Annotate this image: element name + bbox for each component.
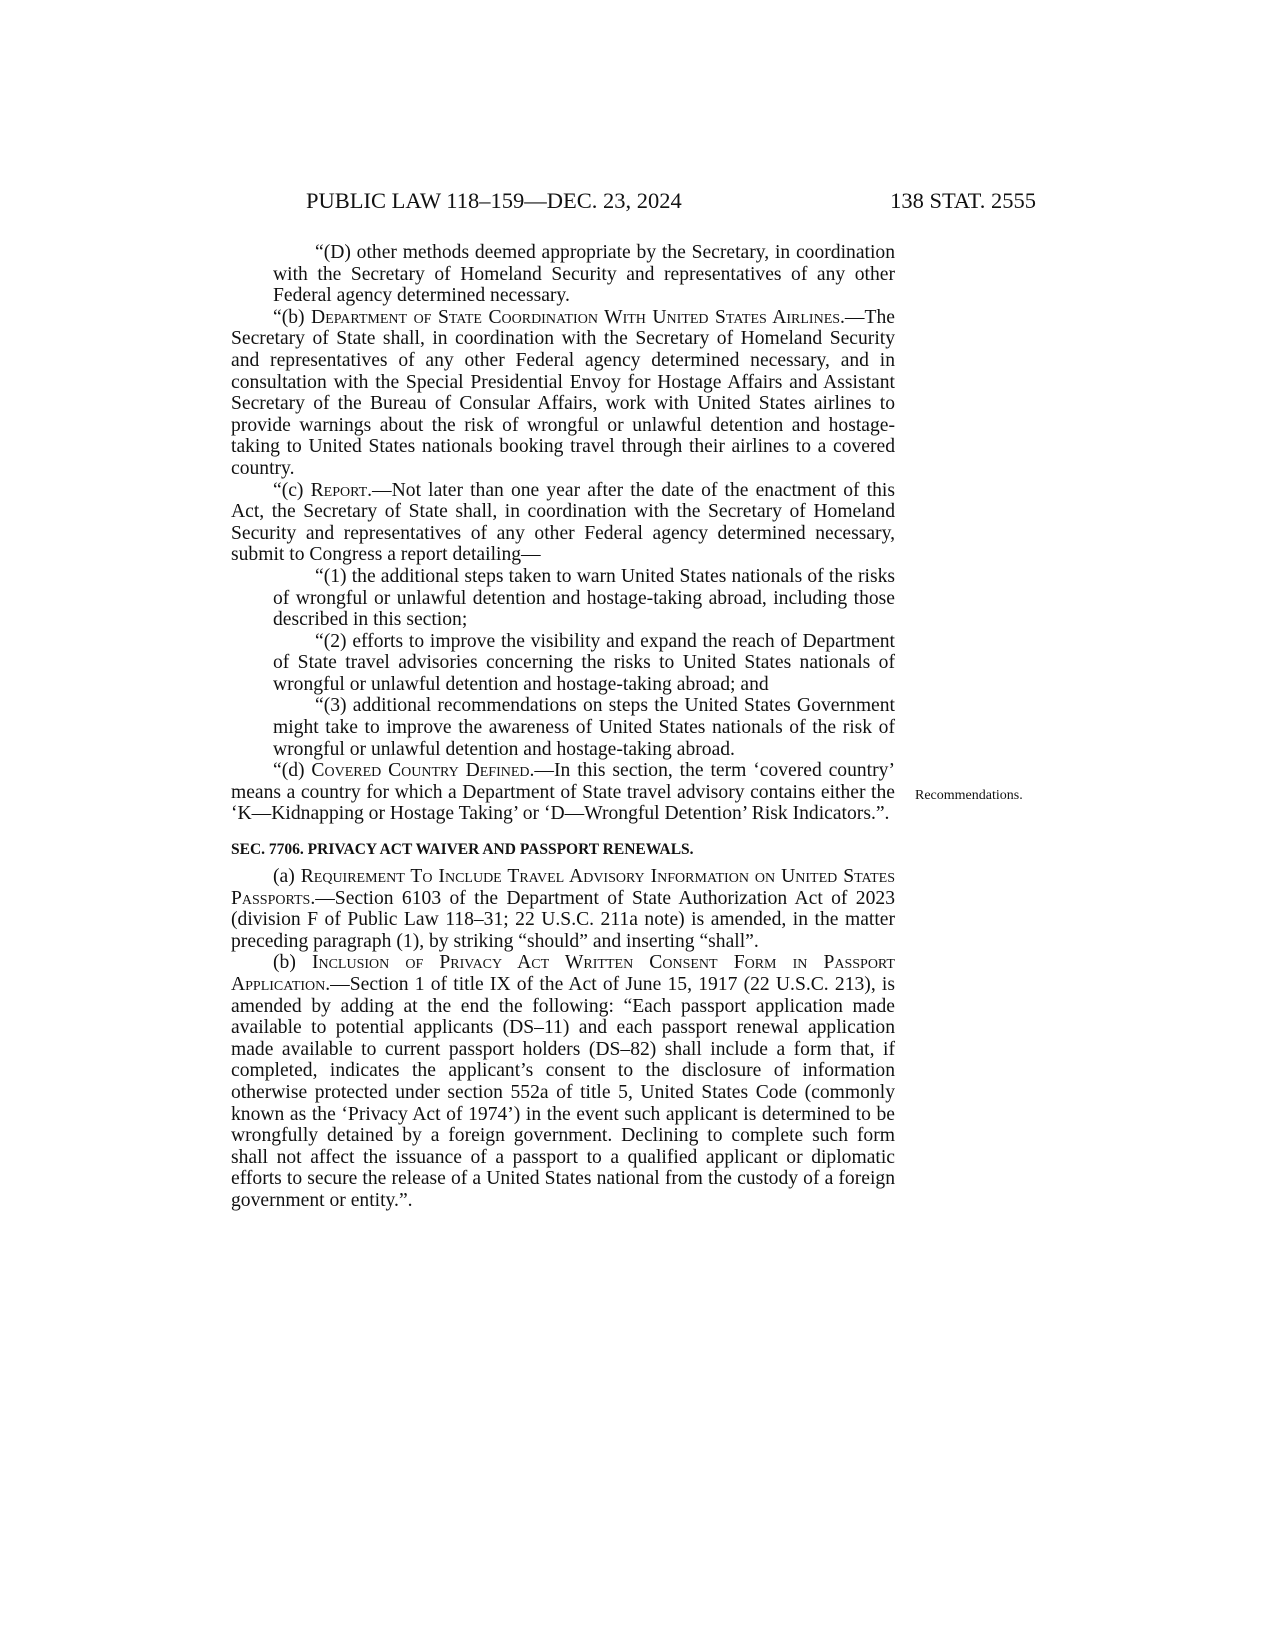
subsection-c: “(c) Report.—Not later than one year after the date of the enactment of this Act, the Secretary of State shall, in coordination with the Secretary of Homeland Security and representatives of any other Federal agency determined necessary, submit to Congress a report detailing— (231, 479, 895, 566)
section-title: SEC. 7706. PRIVACY ACT WAIVER AND PASSPORT RENEWALS. (231, 841, 694, 859)
subsection-d-heading: Covered Country Defined (311, 760, 530, 782)
paragraph-D: “(D) other methods deemed appropriate by the Secretary, in coordination with the Secretary of Homeland Security and representatives of any other Federal agency determined necessary. (273, 242, 895, 307)
subsection-c-heading: Report (310, 479, 368, 501)
subsection-b: “(b) Department of State Coordination With United States Airlines.—The Secretary of State shall, in coordination with the Secretary of Homeland Security and representatives of any other Federal agency determined necessary, and in consultation with the Special Presidential Envoy for Hostage Affairs and Assistant Secretary of the Bureau of Consular Affairs, work with United States airlines to provide warnings about the risk of wrongful or unlawful detention and hostage-taking to United States nationals booking travel through their airlines to a covered country. (231, 306, 895, 479)
section-subsection-a-text: .—Section 6103 of the Department of State Authorization Act of 2023 (division F of Public Law 118–31; 22 U.S.C. 211a note) is amended, in the matter preceding paragraph (1), by striking “should” and inserting “shall”. (231, 887, 895, 952)
subsection-d: “(d) Covered Country Defined.—In this section, the term ‘covered country’ means a country for which a Department of State travel advisory contains either the ‘K—Kidnapping or Hostage Taking’ or ‘D—Wrongful Detention’ Risk Indicators.”. (231, 760, 895, 825)
statute-page-number: 138 STAT. 2555 (890, 188, 1036, 213)
paragraph-c1: “(1) the additional steps taken to warn United States nationals of the risks of wrongful or unlawful detention and hostage-taking abroad, including those described in this section; (273, 565, 895, 631)
section-subsection-b-heading: Inclusion of Privacy Act Written Consent Form in Passport Application (231, 952, 895, 995)
margin-note-recommendations (915, 786, 1035, 805)
subsection-b-text: .—The Secretary of State shall, in coordination with the Secretary of Homeland Security and representatives of any other Federal agency determined necessary, and in consultation with the Special Presidential Envoy for Hostage Affairs and Assistant Secretary of the Bureau of Consular Affairs, work with United States airlines to provide warnings about the risk of wrongful or unlawful detention and hostage-taking to United States nationals booking travel through their airlines to a covered country. (231, 306, 895, 479)
subsection-d-text: .—In this section, the term ‘covered country’ means a country for which a Department of State travel advisory contains either the ‘K—Kidnapping or Hostage Taking’ or ‘D—Wrongful Detention’ Risk Indicators.”. (231, 760, 895, 825)
page-header (306, 186, 1036, 216)
section-subsection-a-heading: Requirement To Include Travel Advisory Information on United States Passports (231, 866, 895, 909)
section-subsection-b: (b) Inclusion of Privacy Act Written Consent Form in Passport Application.—Section 1 of title IX of the Act of June 15, 1917 (22 U.S.C. 213), is amended by adding at the end the following: “Each passport application made available to potential applicants (DS–11) and each passport renewal application made available to current passport holders (DS–82) shall include a form that, if completed, indicates the applicant’s consent to the disclosure of information otherwise protected under section 552a of title 5, United States Code (commonly known as the ‘Privacy Act of 1974’) in the event such applicant is determined to be wrongfully detained by a foreign government. Declining to complete such form shall not affect the issuance of a passport to a qualified applicant or diplomatic efforts to secure the release of a United States national from the custody of a foreign government or entity.”. (231, 952, 895, 1211)
subsection-c-text: .—Not later than one year after the date of the enactment of this Act, the Secretary of State shall, in coordination with the Secretary of Homeland Security and representatives of any other Federal agency determined necessary, submit to Congress a report detailing— (231, 479, 895, 566)
paragraph-c2: “(2) efforts to improve the visibility and expand the reach of Department of State travel advisories concerning the risks to United States nationals of wrongful or unlawful detention and hostage-taking abroad; and (273, 630, 895, 695)
section-subsection-a: (a) Requirement To Include Travel Advisory Information on United States Passports.—Section 6103 of the Department of State Authorization Act of 2023 (division F of Public Law 118–31; 22 U.S.C. 211a note) is amended, in the matter preceding paragraph (1), by striking “should” and inserting “shall”. (231, 866, 895, 952)
paragraph-c3: “(3) additional recommendations on steps the United States Government might take to improve the awareness of United States nationals of the risk of wrongful or unlawful detention and hostage-taking abroad. (273, 695, 895, 760)
public-law-title: PUBLIC LAW 118–159—DEC. 23, 2024 (306, 188, 682, 213)
margin-note-text: Recommendations. (915, 788, 1023, 803)
section-subsection-b-text: .—Section 1 of title IX of the Act of June 15, 1917 (22 U.S.C. 213), is amended by adding at the end the following: “Each passport application made available to potential applicants (DS–11) and each passport renewal application made available to current passport holders (DS–82) shall include a form that, if completed, indicates the applicant’s consent to the disclosure of information otherwise protected under section 552a of title 5, United States Code (commonly known as the ‘Privacy Act of 1974’) in the event such applicant is determined to be wrongfully detained by a foreign government. Declining to complete such form shall not affect the issuance of a passport to a qualified applicant or diplomatic efforts to secure the release of a United States national from the custody of a foreign government or entity.”. (231, 974, 895, 1211)
subsection-b-heading: Department of State Coordination With United States Airlines (311, 306, 841, 328)
document-body (231, 242, 895, 1212)
